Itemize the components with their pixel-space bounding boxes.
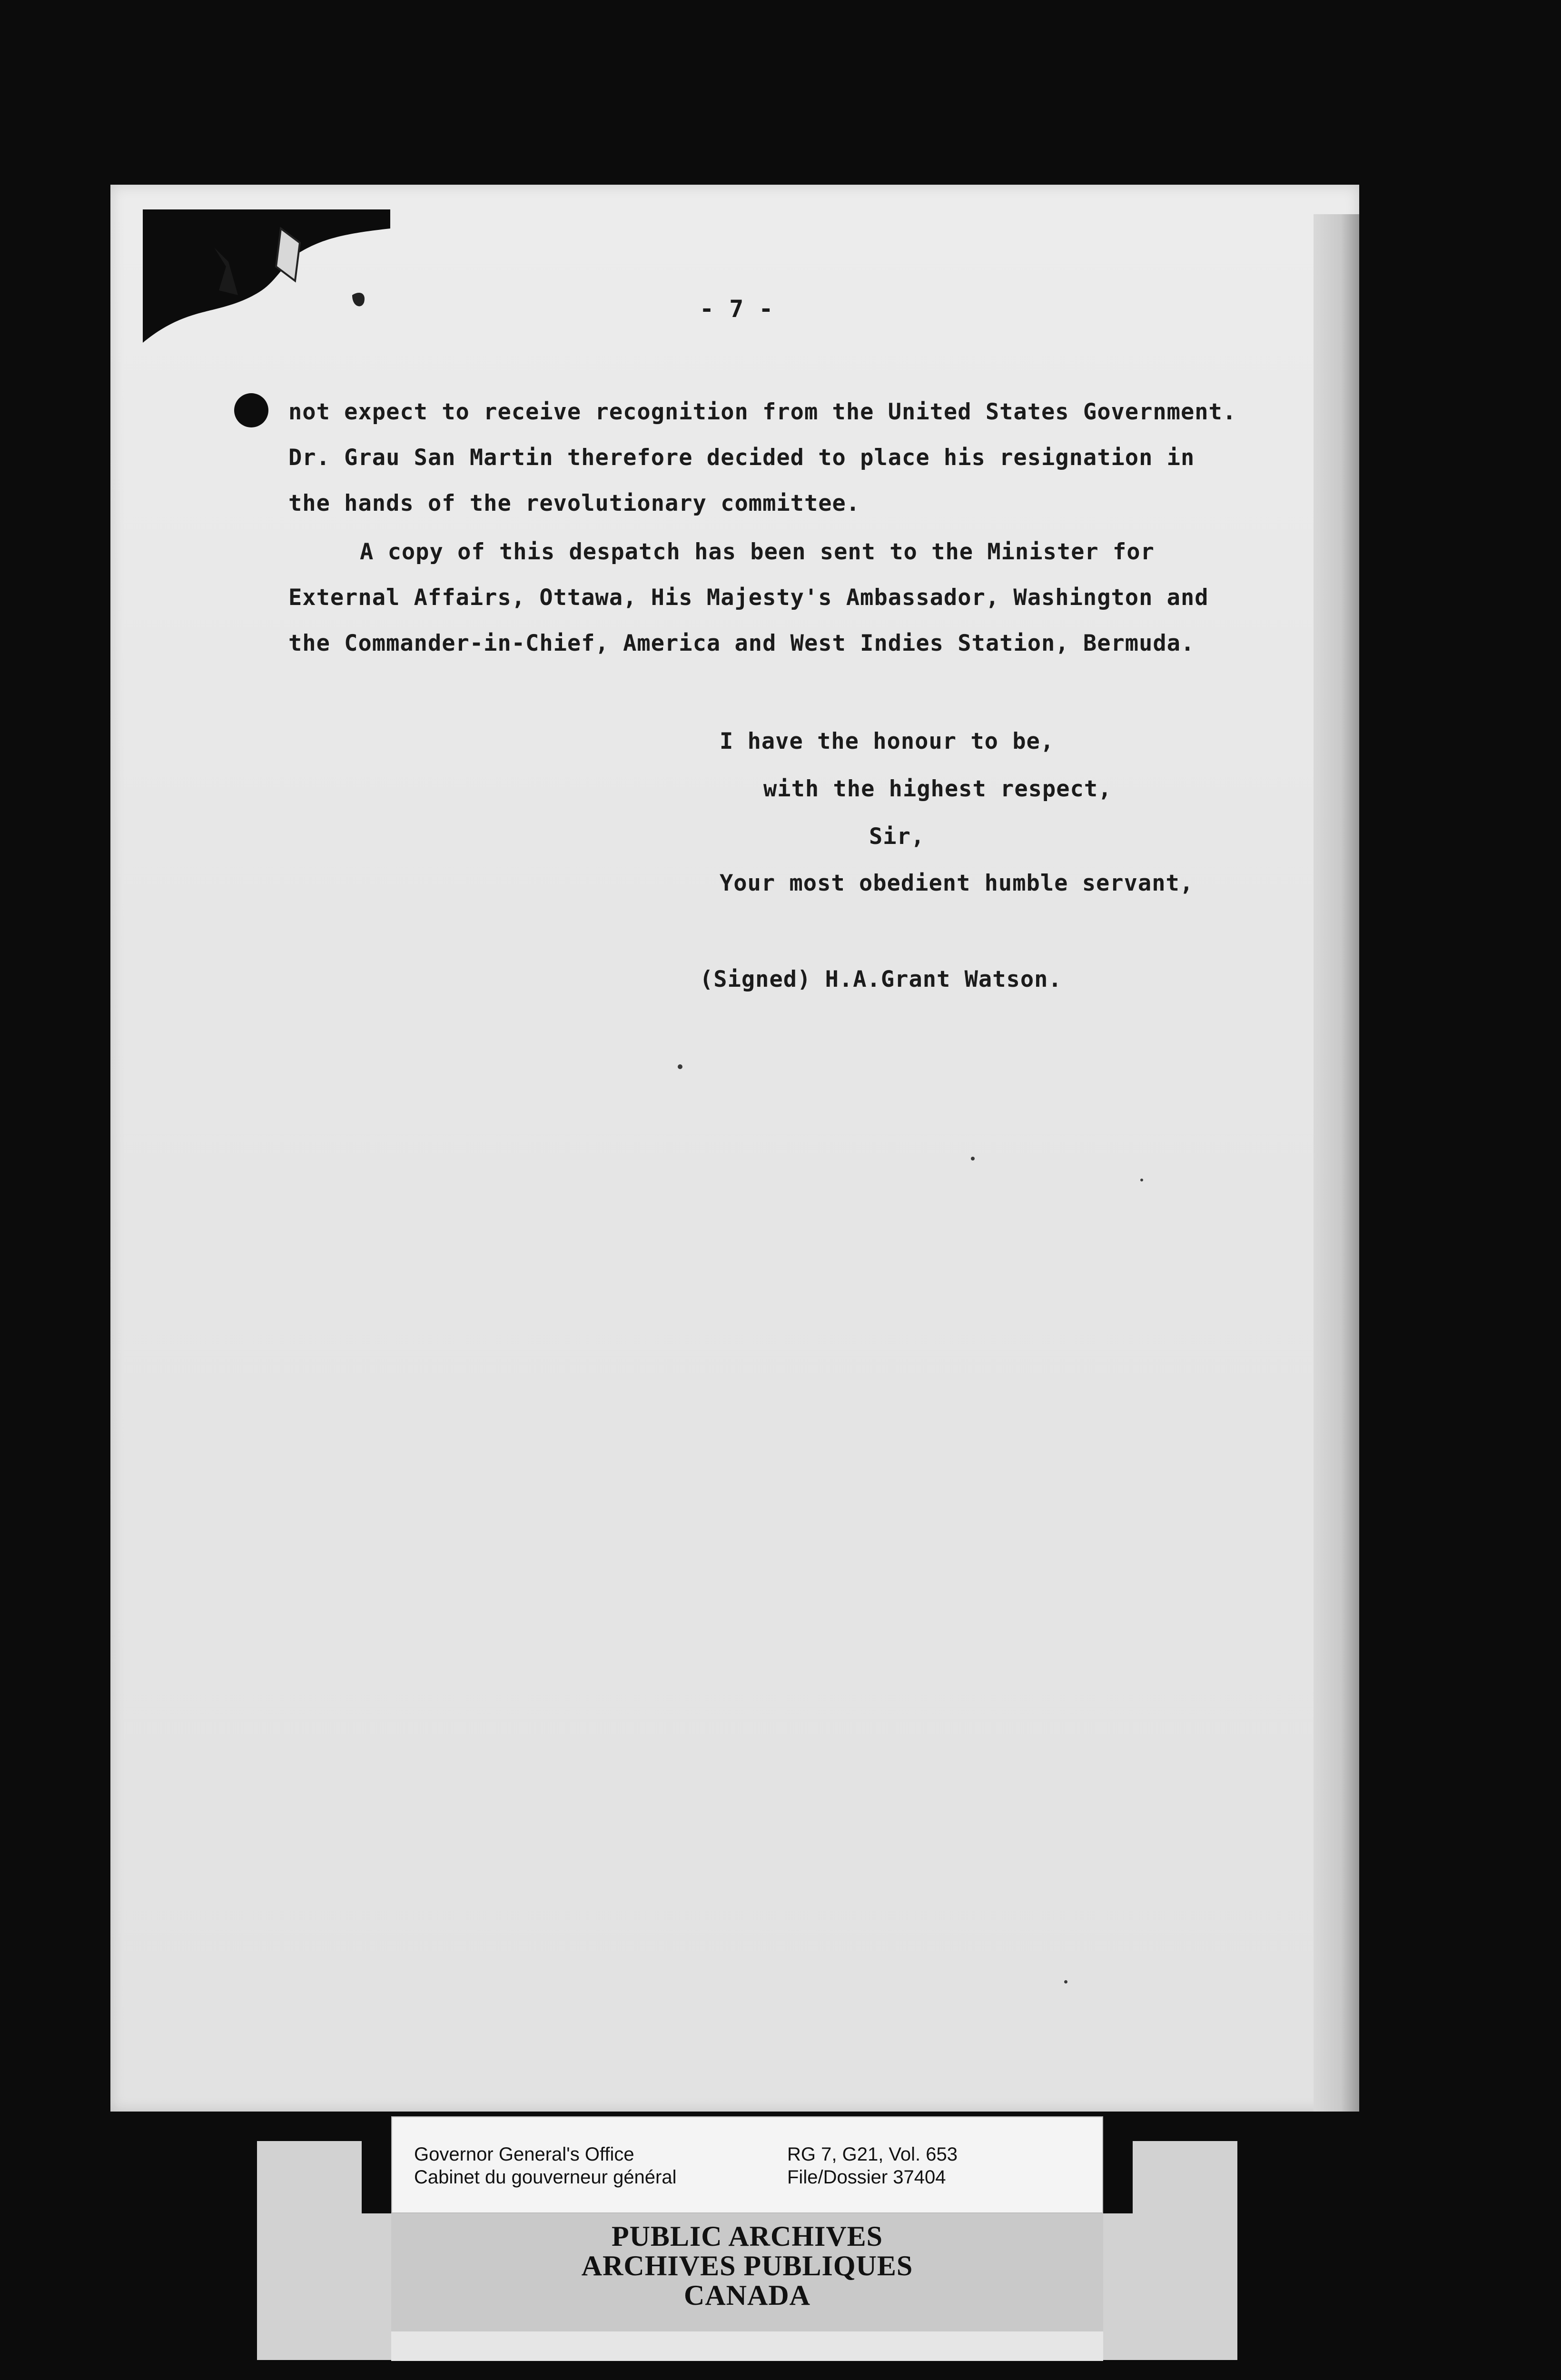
body-line: External Affairs, Ottawa, His Majesty's Ambassador, Washington and <box>288 585 1209 611</box>
paper-speck <box>1064 1980 1067 1983</box>
closing-line: Sir, <box>869 823 925 850</box>
body-line: Dr. Grau San Martin therefore decided to place his resignation in <box>288 445 1195 471</box>
punch-hole <box>234 393 268 427</box>
stamp-line: ARCHIVES PUBLIQUES <box>581 2250 913 2281</box>
record-group-reference: RG 7, G21, Vol. 653 <box>787 2144 958 2165</box>
stamp-line: CANADA <box>684 2280 810 2311</box>
closing-line: with the highest respect, <box>763 776 1112 802</box>
stamp-notch <box>362 2141 391 2213</box>
page-number: - 7 - <box>700 295 774 323</box>
body-line: the Commander-in-Chief, America and West Indies Station, Bermuda. <box>288 630 1195 656</box>
signature-line: (Signed) H.A.Grant Watson. <box>700 966 1062 992</box>
stamp-bottom-strip <box>391 2331 1103 2361</box>
file-number: File/Dossier 37404 <box>787 2167 946 2188</box>
closing-line: I have the honour to be, <box>720 728 1055 754</box>
stamp-line: PUBLIC ARCHIVES <box>611 2221 883 2252</box>
archive-reference-label <box>391 2116 1103 2213</box>
public-archives-stamp <box>391 2213 1103 2331</box>
paper-speck <box>678 1064 682 1069</box>
body-line: the hands of the revolutionary committee. <box>288 490 860 516</box>
stamp-notch <box>1103 2141 1133 2213</box>
office-name-french: Cabinet du gouverneur général <box>414 2167 677 2188</box>
body-line: not expect to receive recognition from the United States Government. <box>288 399 1237 425</box>
torn-corner-damage <box>143 209 390 343</box>
page-edge-shadow <box>1314 214 1359 2112</box>
paper-speck <box>971 1157 975 1160</box>
paper-speck <box>1140 1179 1143 1181</box>
closing-line: Your most obedient humble servant, <box>720 870 1194 896</box>
document-page <box>110 185 1359 2112</box>
body-line: A copy of this despatch has been sent to the Minister for <box>360 539 1155 565</box>
office-name-english: Governor General's Office <box>414 2144 634 2165</box>
